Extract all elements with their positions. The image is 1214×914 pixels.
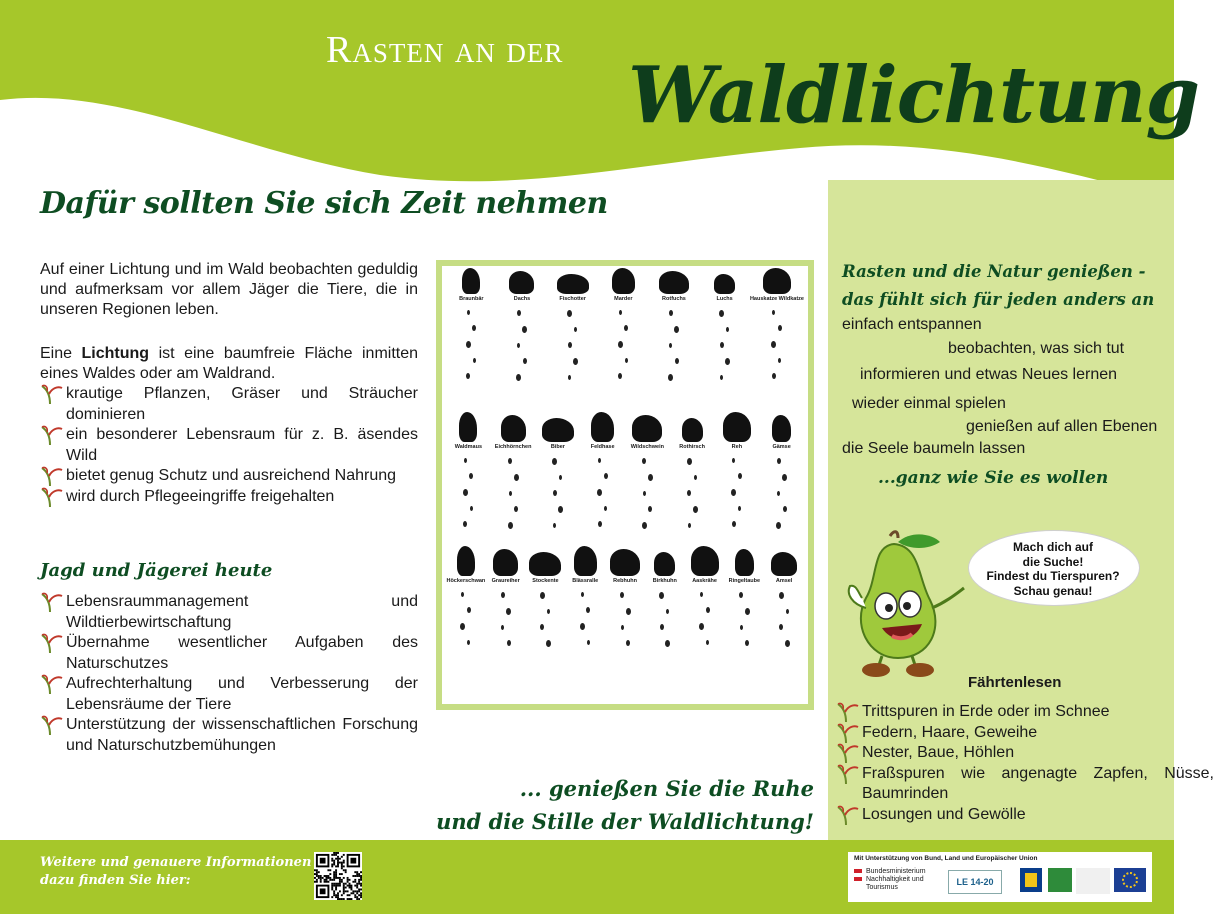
animal-name-label: Rotfuchs [662, 296, 686, 302]
sprout-icon [38, 464, 64, 486]
animal-track-column [446, 412, 491, 529]
footprint-icon [464, 458, 467, 463]
footprint-icon [726, 327, 729, 332]
footprint-icon [659, 592, 664, 599]
footprints [700, 592, 710, 645]
footprint-icon [470, 506, 473, 511]
noe-logo-icon [1020, 868, 1042, 892]
footprint-icon [669, 310, 673, 316]
footprints [508, 458, 519, 529]
footprint-icon [776, 522, 781, 529]
animal-silhouette-icon [462, 268, 480, 294]
footprint-icon [693, 506, 698, 513]
footprint-icon [517, 310, 521, 316]
footprint-icon [694, 475, 697, 480]
footprint-icon [624, 325, 628, 331]
footprints [659, 592, 670, 647]
animal-name-label: Luchs [716, 296, 733, 302]
footprint-icon [738, 506, 741, 511]
footprint-icon [552, 458, 557, 465]
footprint-icon [688, 523, 691, 528]
tracks-row-birds [446, 546, 804, 647]
animal-silhouette-icon [654, 552, 675, 576]
animal-silhouette-icon [682, 418, 703, 442]
animal-track-column [750, 268, 804, 381]
footprint-icon [706, 640, 709, 645]
footprint-icon [687, 490, 691, 496]
tracks-row-mammals [446, 268, 804, 381]
footprint-icon [467, 607, 471, 613]
footprint-icon [568, 375, 571, 380]
footprint-icon [573, 358, 578, 365]
bubble-line: die Suche! [1022, 554, 1084, 569]
footprint-icon [540, 592, 545, 599]
animal-name-label: Waldmaus [454, 444, 483, 450]
animal-track-column [625, 412, 670, 529]
list-item-text: Losungen und Gewölle [862, 805, 1026, 823]
footprint-icon [772, 310, 775, 315]
list-item [66, 633, 418, 674]
footprint-icon [642, 458, 646, 464]
animal-name-label: Marder [614, 296, 633, 302]
animal-silhouette-icon [493, 549, 518, 576]
pear-mascot-illustration [832, 528, 972, 678]
footprint-icon [779, 624, 783, 630]
footer-line2: dazu finden Sie hier: [40, 873, 191, 888]
bubble-line: Mach dich auf [1012, 540, 1093, 554]
footprint-icon [509, 491, 512, 496]
activity-line: einfach entspannen [842, 316, 982, 333]
footprint-icon [706, 607, 710, 613]
animal-track-column [759, 412, 804, 529]
footprints [779, 592, 790, 647]
footprint-icon [648, 506, 652, 512]
footprint-icon [777, 491, 780, 496]
footprints [642, 458, 653, 529]
animal-silhouette-icon [529, 552, 561, 576]
sprout-icon [834, 741, 860, 763]
footprints [567, 310, 578, 380]
animal-silhouette-icon [457, 546, 475, 576]
animal-track-column [649, 268, 700, 381]
animal-track-column [497, 268, 548, 381]
footprint-icon [501, 625, 504, 630]
section-heading-jagd: Jagd und Jägerei heute [40, 560, 273, 581]
footprint-icon [522, 326, 527, 333]
animal-name-label: Biber [550, 444, 565, 450]
footprint-icon [772, 373, 776, 379]
footprint-icon [782, 474, 787, 481]
footprint-icon [514, 474, 519, 481]
footprints [463, 458, 473, 527]
footprint-icon [523, 358, 527, 364]
footprint-icon [732, 521, 736, 527]
footprint-icon [619, 310, 622, 315]
footprint-icon [687, 458, 692, 465]
footer-info-text [40, 854, 311, 890]
footprints [516, 310, 527, 381]
footprint-icon [674, 326, 679, 333]
footprint-icon [745, 640, 749, 646]
sprout-icon [38, 590, 64, 612]
list-item [862, 743, 1214, 764]
bubble-line: Findest du Tierspuren? [986, 569, 1120, 583]
animal-silhouette-icon [632, 415, 662, 442]
sprout-icon [38, 382, 64, 404]
footprint-icon [568, 342, 572, 348]
footprint-icon [460, 623, 465, 630]
footprint-icon [620, 592, 624, 598]
closing-inline: ...ganz wie Sie es wollen [878, 468, 1109, 488]
footprint-icon [740, 625, 743, 630]
footprint-icon [559, 475, 562, 480]
footprint-icon [469, 473, 473, 479]
animal-name-label: Rebhuhn [613, 578, 637, 584]
footprint-icon [626, 608, 631, 615]
animal-name-label: Rothirsch [679, 444, 705, 450]
list-item-text: Lebensraummanagement und Wildtierbewirtschaftung [66, 593, 418, 631]
ministry-line: Nachhaltigkeit und [866, 876, 924, 883]
animal-name-label: Amsel [775, 578, 793, 584]
animal-track-column [715, 412, 760, 529]
list-item-text: Federn, Haare, Geweihe [862, 723, 1038, 741]
footprint-icon [618, 373, 622, 379]
footprint-icon [508, 522, 513, 529]
animal-track-column [446, 546, 486, 647]
list-item [66, 674, 418, 715]
footprint-icon [463, 521, 467, 527]
animal-name-label: Braunbär [459, 296, 484, 302]
footprint-icon [665, 640, 670, 647]
footprint-icon [558, 506, 563, 513]
animal-name-label: Gämse [772, 444, 791, 450]
footprint-icon [517, 343, 520, 348]
footprints [500, 592, 511, 646]
animal-track-column [526, 546, 566, 647]
footprint-icon [666, 609, 669, 614]
animal-track-column [446, 268, 497, 381]
list-item-text: Trittspuren in Erde oder im Schnee [862, 703, 1110, 720]
footprint-icon [598, 521, 602, 527]
footprint-icon [604, 473, 608, 479]
footprints [668, 310, 679, 381]
footprint-icon [587, 640, 590, 645]
list-item-text: Fraßspuren wie angenagte Zapfen, Nüsse, Baumrinden [862, 764, 1214, 802]
animal-track-column [565, 546, 605, 647]
footprint-icon [467, 640, 470, 645]
animal-silhouette-icon [714, 274, 735, 294]
list-item-text: Unterstützung der wissenschaftlichen Forschung und Naturschutzbemühungen [66, 716, 418, 754]
closing-line2: und die Stille der Waldlichtung! [436, 809, 814, 834]
lichtung-feature-list [66, 384, 418, 507]
animal-silhouette-icon [723, 412, 751, 442]
intro-paragraph: Auf einer Lichtung und im Wald beobachten geduldig und aufmerksam vor allem Jäger die Tiere, die in unseren Regionen leben. [40, 261, 418, 318]
footprints [540, 592, 551, 647]
tracking-title: Fährtenlesen [968, 674, 1062, 691]
animal-silhouette-icon [509, 271, 534, 294]
footprint-icon [783, 506, 787, 512]
animal-tracks-chart [436, 260, 814, 710]
activity-line: beobachten, was sich tut [948, 340, 1125, 357]
footprint-icon [675, 358, 679, 364]
sprout-icon [834, 762, 860, 784]
austria-flag-icon [854, 869, 862, 881]
footprint-icon [778, 358, 781, 363]
footprint-icon [779, 592, 784, 599]
sprout-icon [38, 672, 64, 694]
footprints [618, 310, 628, 379]
footprints [552, 458, 563, 528]
lichtung-definition [40, 344, 418, 384]
animal-name-label: Ringeltaube [728, 578, 761, 584]
footprint-icon [586, 607, 590, 613]
list-item [66, 715, 418, 756]
animal-name-label: Graureiher [491, 578, 520, 584]
footprint-icon [618, 341, 623, 348]
list-item [862, 723, 1214, 744]
footprint-icon [720, 342, 724, 348]
list-item-text: wird durch Pflegeeingriffe freigehalten [66, 487, 335, 505]
animal-silhouette-icon [771, 552, 797, 576]
footprints [732, 458, 742, 527]
animal-track-column [536, 412, 581, 529]
footprint-icon [778, 325, 782, 331]
animal-name-label: Reh [731, 444, 743, 450]
footprint-icon [567, 310, 572, 317]
footprint-icon [546, 640, 551, 647]
footprint-icon [514, 506, 518, 512]
animal-name-label: Eichhörnchen [494, 444, 532, 450]
animal-track-column [685, 546, 725, 647]
animal-name-label: Fischotter [559, 296, 586, 302]
footprint-icon [621, 625, 624, 630]
animal-silhouette-icon [557, 274, 589, 294]
list-item-text: bietet genug Schutz und ausreichend Nahrung [66, 467, 397, 484]
animal-name-label: Höckerschwan [446, 578, 486, 584]
sponsor-logos [848, 852, 1152, 902]
footprint-icon [669, 343, 672, 348]
sprout-icon [38, 485, 64, 507]
closing-message [436, 772, 814, 838]
list-item-text: Aufrechterhaltung und Verbesserung der Lebensräume der Tiere [66, 675, 418, 713]
footprint-icon [472, 325, 476, 331]
footprint-icon [720, 375, 723, 380]
footprint-icon [732, 458, 735, 463]
footprint-icon [506, 608, 511, 615]
footprint-icon [507, 640, 511, 646]
animal-track-column [605, 546, 645, 647]
sprout-icon [834, 700, 860, 722]
list-item-text: ein besonderer Lebensraum für z. B. äsendes Wild [66, 426, 418, 464]
animal-track-column [645, 546, 685, 647]
footprint-icon [738, 473, 742, 479]
footprints [739, 592, 750, 646]
sprout-icon [38, 631, 64, 653]
footprints [580, 592, 590, 645]
right-heading-line1: Rasten und die Natur genießen - [842, 262, 1146, 281]
animal-silhouette-icon [772, 415, 791, 442]
footprint-icon [463, 489, 468, 496]
footprint-icon [785, 640, 790, 647]
list-item-text: Übernahme wesentlicher Aufgaben des Naturschutzes [66, 634, 418, 672]
sprout-icon [834, 803, 860, 825]
list-item [66, 487, 418, 508]
activity-line: genießen auf allen Ebenen [966, 418, 1158, 435]
footprint-icon [501, 592, 505, 598]
leader-logo-icon [1048, 868, 1072, 892]
footprints [776, 458, 787, 529]
lichtung-bold: Lichtung [81, 345, 150, 362]
footprint-icon [642, 522, 647, 529]
footprint-icon [700, 592, 703, 597]
animal-track-column [486, 546, 526, 647]
footprint-icon [625, 358, 628, 363]
footprint-icon [553, 490, 557, 496]
closing-line1: ... genießen Sie die Ruhe [519, 776, 814, 801]
footprint-icon [473, 358, 476, 363]
tracking-list [862, 702, 1214, 825]
footprint-icon [461, 592, 464, 597]
animal-silhouette-icon [501, 415, 526, 442]
animal-silhouette-icon [542, 418, 574, 442]
animal-silhouette-icon [459, 412, 477, 442]
footprint-icon [604, 506, 607, 511]
footprint-icon [553, 523, 556, 528]
footprint-icon [648, 474, 653, 481]
list-item [862, 764, 1214, 805]
footprint-icon [574, 327, 577, 332]
right-heading-line2: das fühlt sich für jeden anders an [842, 290, 1155, 309]
footprints [466, 310, 476, 379]
animal-silhouette-icon [763, 268, 791, 294]
animal-name-label: Feldhase [590, 444, 615, 450]
ministry-line: Tourismus [866, 884, 898, 891]
list-item [66, 466, 418, 487]
sprout-icon [38, 713, 64, 735]
list-item [66, 425, 418, 466]
footprint-icon [467, 310, 470, 315]
activity-line: informieren und etwas Neues lernen [860, 366, 1118, 383]
animal-silhouette-icon [735, 549, 754, 576]
ministry-logo-text [866, 868, 926, 892]
footprint-icon [626, 640, 630, 646]
footprint-icon [643, 491, 646, 496]
le-logo: LE 14-20 [948, 870, 1002, 894]
qr-code[interactable] [314, 852, 362, 900]
section-heading-zeit-nehmen: Dafür sollten Sie sich Zeit nehmen [40, 186, 608, 221]
sprout-icon [834, 721, 860, 743]
title-waldlichtung: Waldlichtung [628, 50, 1199, 141]
title-rasten-an-der: Rasten an der [326, 29, 564, 71]
lichtung-suffix: ist eine baumfreie Fläche inmitten eines Waldes oder am Waldrand. [40, 345, 419, 382]
footprint-icon [731, 489, 736, 496]
footprint-icon [725, 358, 730, 365]
animal-track-column [580, 412, 625, 529]
footprints [598, 458, 608, 527]
animal-track-column [699, 268, 750, 381]
footprint-icon [508, 458, 512, 464]
animal-name-label: Hauskatze Wildkatze [749, 296, 804, 302]
support-text: Mit Unterstützung von Bund, Land und Europäischer Union [854, 855, 1038, 862]
speech-bubble-text [968, 540, 1138, 598]
animal-silhouette-icon [610, 549, 640, 576]
animal-track-column [724, 546, 764, 647]
jagd-task-list [66, 592, 418, 756]
animal-silhouette-icon [612, 268, 635, 294]
eu-flag-icon [1114, 868, 1146, 892]
footprint-icon [699, 623, 704, 630]
footprint-icon [598, 458, 601, 463]
animal-silhouette-icon [691, 546, 719, 576]
tracks-row-wild [446, 412, 804, 529]
footprint-icon [786, 609, 789, 614]
footprint-icon [745, 608, 750, 615]
list-item [862, 805, 1214, 826]
bubble-line: Schau genau! [1013, 583, 1093, 598]
list-item-text: Nester, Baue, Höhlen [862, 744, 1015, 761]
animal-track-column [670, 412, 715, 529]
activity-line: wieder einmal spielen [852, 395, 1006, 412]
animal-silhouette-icon [591, 412, 614, 442]
animal-track-column [764, 546, 804, 647]
footprint-icon [540, 624, 544, 630]
animal-silhouette-icon [574, 546, 597, 576]
footprint-icon [777, 458, 781, 464]
animal-track-column [598, 268, 649, 381]
footprints [772, 310, 782, 379]
list-item [862, 702, 1214, 723]
footprint-icon [739, 592, 743, 598]
footprints [719, 310, 730, 380]
sprout-icon [38, 423, 64, 445]
footprint-icon [466, 373, 470, 379]
animal-name-label: Wildschwein [630, 444, 664, 450]
footprint-icon [516, 374, 521, 381]
animal-name-label: Aaskrähe [692, 578, 717, 584]
footprint-icon [719, 310, 724, 317]
animal-name-label: Stockente [532, 578, 559, 584]
footprint-icon [580, 623, 585, 630]
footprint-icon [547, 609, 550, 614]
list-item-text: krautige Pflanzen, Gräser und Sträucher dominieren [66, 385, 418, 423]
footprints [461, 592, 471, 645]
footer-line1: Weitere und genauere Informationen [40, 855, 312, 870]
footprint-icon [466, 341, 471, 348]
animal-silhouette-icon [659, 271, 689, 294]
footprint-icon [581, 592, 584, 597]
list-item [66, 384, 418, 425]
footprint-icon [771, 341, 776, 348]
lichtung-prefix: Eine [40, 345, 82, 362]
ministry-line: Bundesministerium [866, 868, 926, 875]
animal-name-label: Dachs [513, 296, 531, 302]
list-item [66, 592, 418, 633]
footprint-icon [668, 374, 673, 381]
eu-fund-text-icon [1076, 868, 1110, 894]
footprint-icon [597, 489, 602, 496]
animal-track-column [547, 268, 598, 381]
animal-name-label: Blässralle [572, 578, 599, 584]
footprint-icon [660, 624, 664, 630]
activity-line: die Seele baumeln lassen [842, 440, 1026, 457]
footprints [620, 592, 631, 646]
right-heading [842, 258, 1154, 314]
animal-track-column [491, 412, 536, 529]
animal-name-label: Birkhuhn [652, 578, 677, 584]
footprints [687, 458, 698, 528]
